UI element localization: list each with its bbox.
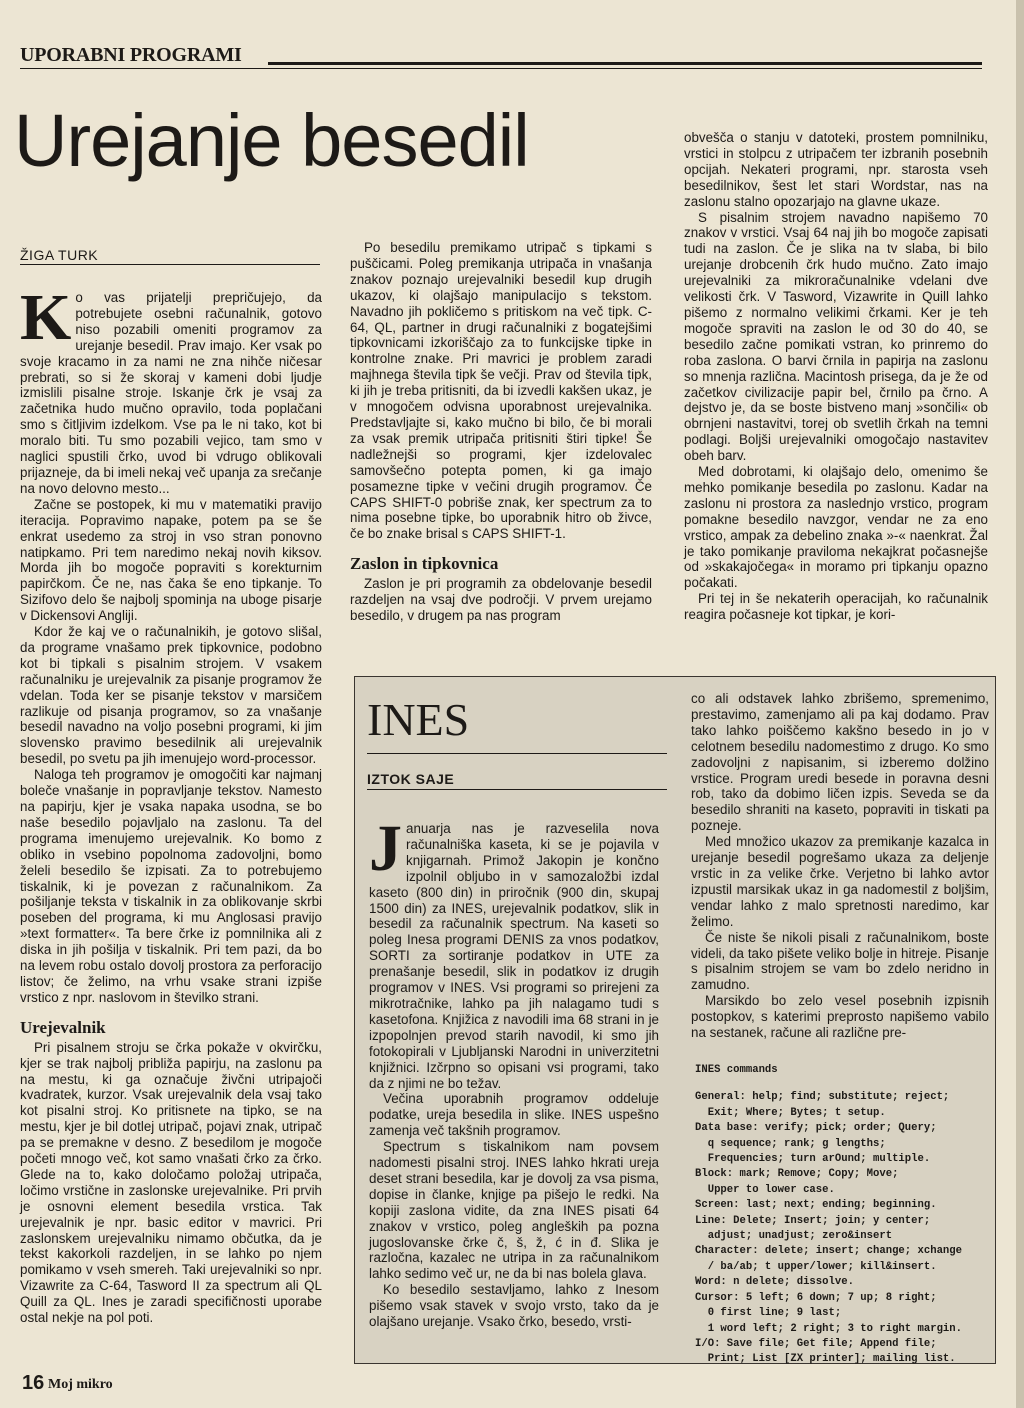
screen-line: adjust; unadjust; zero&insert: [695, 1230, 893, 1243]
article-column-1: [20, 281, 322, 1368]
ines-title-rule: [367, 753, 667, 754]
paragraph: Po besedilu premikamo utripač s tipkami s puščicami. Poleg premikanja utripača in vnašanja znakov poznajo urejevalniki besedil kup drugih ukazov, ki olajšajo manipulacijo s tekstom. Navadno jih pokličemo s pritiskom na več tipk. C-64, QL, partner in drugi računalniki z bogatejšimi tipkovnicami izkoriščajo za to funkcijske tipke in kontrolne znake. Pri mavrici je problem zaradi majhnega števila tipk še večji. Prav od števila tipk, ki jih je treba pritisniti, da bi izvedli kakšen ukaz, je v mnogočem odvisna uporabnost urejevalnika. Predstavljajte si, kako mučno bi bilo, če bi morali za vsak premik utripača pritisniti štiri tipke! Še nadležnejši so programi, kjer izdelovalec samovšečno potepta pomen, ki ga imajo posamezne tipke v večini drugih programov. Če CAPS SHIFT-0 pobriše znak, ker spectrum za to nima posebne tipke, bo uporabnik hitro ob živce, če bo znake brisal s CAPS SHIFT-1.: [350, 240, 652, 542]
paragraph: Pri pisalnem stroju se črka pokaže v okvirčku, kjer se trak najbolj približa papirju, na zaslonu pa na mestu, ki ga označuje živčni utripajoči kvadratek, kurzor. Vsak urejevalnik dela vsaj tako kot pisalni stroj. Ko pritisnete na tipko, se na mestu, kjer je bil dotlej utripač, pojavi znak, utripač pa se premakne v desno. Z besedilom je mogoče početi mnogo več, kot samo vnašati črko za črko. Glede na to, kako določamo položaj utripača, ločimo vrstične in zaslonske urejevalnike. Pri prvih je osnovni element besedila vrstica. Tak urejevalnik je npr. basic editor v mavrici. Pri zaslonskem urejevalniku nimamo občutka, da je tekst kakorkoli razdeljen, in se lahko po njem pomikamo v vseh smereh. Taki urejevalniki so npr. Vizawrite za C-64, Tasword II za spectrum ali QL Quill za QL. Ines je zaradi specifičnosti uporabe ostal nekje na pol poti.: [20, 1039, 322, 1326]
ines-dropcap: J: [369, 812, 402, 885]
screen-line: Block: mark; Remove; Copy; Move;: [695, 1168, 899, 1181]
header-rule-thin: [20, 68, 982, 69]
subhead-zaslon: Zaslon in tipkovnica: [350, 554, 499, 574]
paragraph: Zaslon je pri programih za obdelovanje besedil razdeljen na vsaj dve področji. V prvem urejamo besedilo, v drugem pa nas program: [350, 576, 652, 623]
ines-box: [354, 676, 996, 1364]
article-column-3: [684, 130, 988, 670]
article-column-2: [350, 240, 652, 660]
article-author: ŽIGA TURK: [20, 247, 99, 263]
screen-line: 1 word left; 2 right; 3 to right margin.: [695, 1322, 963, 1335]
screen-line: / ba/ab; t upper/lower; kill&insert.: [695, 1260, 937, 1273]
screen-line: Data base: verify; pick; order; Query;: [695, 1122, 937, 1135]
paragraph: Marsikdo bo zelo vesel posebnih izpisnih postopkov, s katerimi preprosto napišemo vabilo na sestanek, račune ali različne pre-: [691, 993, 989, 1041]
paragraph: obvešča o stanju v datoteki, prostem pomnilniku, vrstici in stolpcu z utripačem ter izbranih posebnih opcijah. Nekateri programi, npr. starosta vseh besedilnikov, šest let stari Wordstar, nas na zaslonu stalno opozarjajo na glavne ukaze.: [684, 130, 988, 209]
paragraph: co ali odstavek lahko zbrišemo, spremenimo, prestavimo, zamenjamo ali pa kaj dodamo. Prav tako lahko poiščemo kakšno besedo in jo v celotnem besedilu nadomestimo z drugo. Ko smo zadovoljni z napisanim, si izberemo dolžino vrstice. Program uredi besede in poravna desni rob, tako da dobimo ličen izpis. Seveda se da besedilo shraniti na kaseto, popraviti in tiskati pa pozneje.: [691, 691, 989, 834]
paragraph: anuarja nas je razveselila nova računalniška kaseta, ki se je pojavila v knjigarnah. Primož Jakopin je končno izpolnil obljubo in v samozaložbi izdal kaseto (800 din) in priročnik (900 din, skupaj 1500 din) za INES, urejevalnik podatkov, slik in besedil za računalnik spectrum. Na kaseti so poleg Inesa programi DENIS za vnos podatkov, SORTI za sortiranje podatkov in UTE za prenašanje besedil, slik in podatkov iz drugih programov v INES. Vsi programi so prirejeni za mikrotračnike, lahko pa jih nalagamo tudi s kasetofona. Knjižica z navodili ima 68 strani in je izpopolnjen prevod starih navodil, ki smo jih fotokopirali v Ljubljanski Narodni in univerzitetni knjižnici. Izčrpno so opisani vsi programi, tako da z njimi ne bo težav.: [369, 821, 659, 1091]
screen-line: Frequencies; turn arOund; multiple.: [695, 1153, 931, 1166]
screen-line: 0 first line; 9 last;: [695, 1307, 842, 1320]
dropcap: K: [20, 281, 72, 354]
screen-line: I/O: Save file; Get file; Append file;: [695, 1337, 937, 1350]
paragraph: Naloga teh programov je omogočiti kar najmanj boleče vnašanje in popravljanje tekstov. Namesto na papirju, kjer je vsaka napaka usodna, se bo naše besedilo pojavljalo na zaslonu. Ta del programa imenujemo urejevalnik. Ko bomo z obliko in vsebino popolnoma zadovoljni, bomo želeli besedilo še izpisati. Za to potrebujemo tiskalnik, ki je povezan z računalnikom. Za pošiljanje teksta v tiskalnik in za oblikovanje skrbi poseben del programa, ki mu Anglosasi pravijo »text formatter«. Ta bere črke iz pomnilnika ali z diska in jih pošilja v tiskalnik. Pri tem pazi, da bo na levem robu ostalo dovolj prostora za perforacijo listov; če želimo, na vrhu vsake strani izpiše vrstico z npr. naslovom in številko strani.: [20, 767, 322, 1005]
paragraph: Če niste še nikoli pisali z računalnikom, boste videli, da tako pišete veliko bolje in hitreje. Pisanje s pisalnim strojem se vam bo zdelo neridno in zamudno.: [691, 929, 989, 993]
ines-author-rule: [367, 789, 667, 790]
screen-line: Word: n delete; dissolve.: [695, 1276, 854, 1289]
ines-column-2: [691, 691, 989, 1051]
ines-screen: [695, 1063, 991, 1366]
paragraph: Med množico ukazov za premikanje kazalca in urejanje besedil pogrešamo ukaza za deljenje vrstic in za velike črke. Verjetno bi lahko avtor izpustil marsikak ukaz in ga nadomestil z boljšim, vendar lahko z malo spretnosti naredimo, kar želimo.: [691, 834, 989, 929]
header-rule: [268, 62, 982, 65]
article-title: Urejanje besedil: [14, 99, 529, 182]
screen-line: q sequence; rank; g lengths;: [695, 1137, 886, 1150]
ines-column-1: [369, 812, 659, 1347]
paragraph: Začne se postopek, ki mu v matematiki pravijo iteracija. Popravimo napake, potem pa se še enkrat usedemo za stroj in vso stran ponovno natipkamo. Pri tem naredimo nekaj novih kiksov. Morda jih bo mogoče popraviti s korekturnim papirčkom. Če ne, nas čaka še eno tipkanje. To Sizifovo delo še najbolj spominja na uboge pisarje v Dickensovi Angliji.: [20, 496, 322, 624]
section-title: UPORABNI PROGRAMI: [20, 44, 242, 66]
screen-line: General: help; find; substitute; reject;: [695, 1091, 950, 1104]
screen-line: Screen: last; next; ending; beginning.: [695, 1199, 937, 1212]
ines-screen-heading: INES commands: [695, 1064, 778, 1076]
ines-title: INES: [367, 694, 470, 745]
paragraph: Kdor že kaj ve o računalnikih, je gotovo slišal, da programe vnašamo prek tipkovnice, podobno kot bi tipkali s pisalnim strojem. V vsakem računalniku je urejevalnik za pisanje programov že vdelan. Toda ker se pisanje tekstov v marsičem razlikuje od pisanja programov, so za vnašanje besedil navadno na voljo posebni programi, ki jim slovensko pravimo besedilnik ali urejevalnik besedil, po svetu pa jih imenujejo word-processor.: [20, 624, 322, 767]
screen-line: Print; List [ZX printer]; mailing list.: [695, 1353, 956, 1366]
screen-line: Cursor: 5 left; 6 down; 7 up; 8 right;: [695, 1291, 937, 1304]
paragraph: Spectrum s tiskalnikom nam povsem nadomesti pisalni stroj. INES lahko hkrati ureja deset strani besedila, kar je dovolj za vsa pisma, dopise in članke, knjige pa pišejo le redki. Na kopiji zaslona vidite, da zna INES pisati 64 znakov v vrstico, poleg angleških pa pozna jugoslovanske črke č, š, ž, ć in đ. Slika je razločna, kazalec ne utripa in za računalnikom lahko sedimo več ur, ne da bi nas bolela glava.: [369, 1139, 659, 1282]
paragraph: S pisalnim strojem navadno napišemo 70 znakov v vrstici. Vsaj 64 naj jih bo mogoče zapisati tudi na zaslon. Če je slika na tv slaba, bi bilo urejanje drobcenih črk hudo mučno. Zato imajo urejevalniki za mikroračunalnike vdelani dve velikosti črk. V Tasword, Vizawrite in Quill lahko pišemo z normalno velikimi črkami. Ker je teh mogoče spraviti na zaslon le od 30 do 40, se besedilo začne pomikati vstran, ko prinremo do roba zaslona. O barvi črnila in papirja na zaslonu so mnenja različna. Macintosh prisega, da je že od začetkov civilizacije papir bel, črnilo pa črno. A dejstvo je, da se boste bistveno manj »sončili« ob obrnjeni nastavitvi, torej ob svetlih črkah na temni podlagi. Boljši urejevalniki omogočajo nastavitev obeh barv.: [684, 209, 988, 464]
paragraph: Ko besedilo sestavljamo, lahko z Inesom pišemo vsak stavek v svojo vrsto, tako da je olajšano urejanje. Vsako črko, besedo, vrsti-: [369, 1282, 659, 1330]
paragraph: Večina uporabnih programov oddeluje podatke, ureja besedila in slike. INES uspešno zamenja več takšnih programov.: [369, 1091, 659, 1139]
paragraph: Med dobrotami, ki olajšajo delo, omenimo še mehko pomikanje besedila po zaslonu. Kadar na zaslonu ni prostora za naslednjo vrstico, program pomakne besedilo navzgor, vendar ne za eno vrstico, ampak za debelino znaka »-« naenkrat. Žal je tako pomikanje praviloma nekajkrat počasnejše od »skakajočega« in moramo pri tipkanju opazno počakati.: [684, 464, 988, 591]
paragraph: Pri tej in še nekaterih operacijah, ko računalnik reagira počasneje kot tipkar, je kori-: [684, 591, 988, 623]
byline-rule: [20, 264, 320, 265]
magazine-name: Moj mikro: [48, 1377, 113, 1392]
page-edge: [1016, 0, 1024, 1408]
ines-author: IZTOK SAJE: [367, 771, 455, 787]
page-number: 16: [22, 1372, 45, 1394]
screen-line: Exit; Where; Bytes; t setup.: [695, 1106, 886, 1119]
screen-line: Line: Delete; Insert; join; y center;: [695, 1214, 931, 1227]
subhead-urejevalnik: Urejevalnik: [20, 1017, 106, 1037]
paragraph: o vas prijatelji prepričujejo, da potrebujete osebni računalnik, gotovo niso pozabili omeniti programov za urejanje besedil. Prav imajo. Ker vsak po svoje kracamo in za nami ne zna nihče ničesar prebrati, so si že skoraj v kameni dobi ljudje izmislili pisalne stroje. Iskanje črk je vsaj za začetnika hudo mučno opravilo, toda poplačani smo s čitljivim izdelkom. Vse pa le ni tako, kot bi moralo biti. Tu smo pozabili vejico, tam smo v naglici spustili črko, uvod bi vdrugo oblikovali prijazneje, da bi imeli nekaj več upanja za srečanje na novo delovno mesto...: [20, 290, 322, 496]
screen-line: Character: delete; insert; change; xchange: [695, 1245, 963, 1258]
screen-line: Upper to lower case.: [695, 1183, 835, 1196]
